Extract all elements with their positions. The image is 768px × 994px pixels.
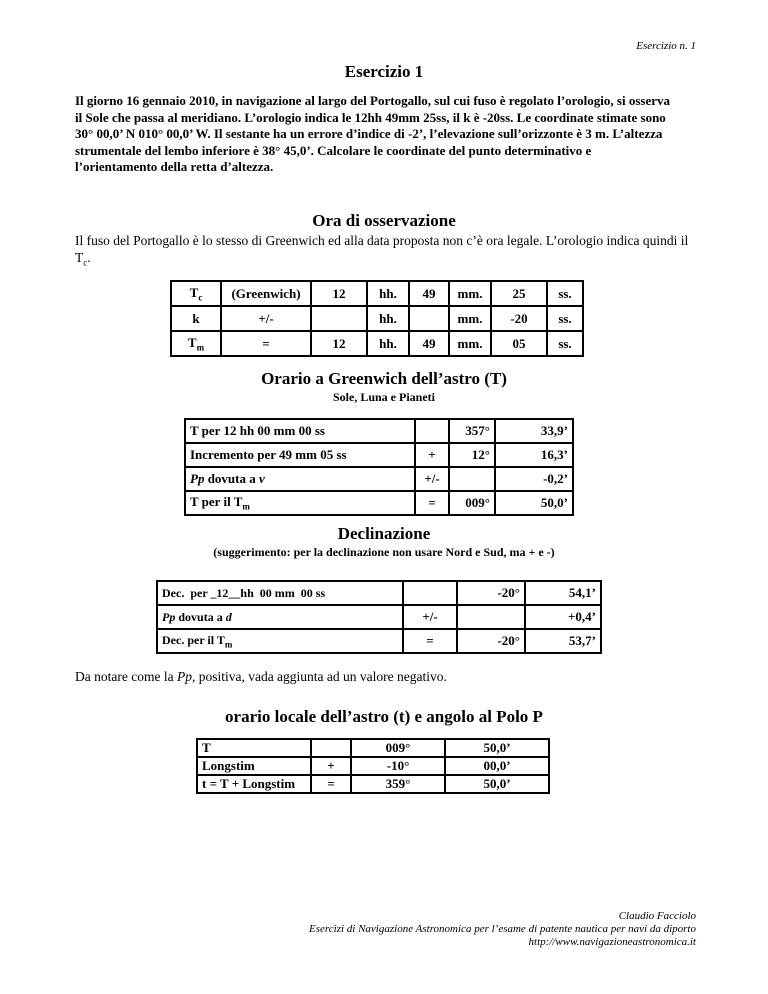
- footer-author: Claudio Facciolo: [618, 910, 696, 922]
- local-hour-angle-table: [196, 738, 550, 794]
- page-header: Esercizio n. 1: [636, 40, 696, 52]
- footer-book: Esercizi di Navigazione Astronomica per l’esame di patente nautica per navi da diporto: [309, 923, 696, 935]
- section-subtitle: Sole, Luna e Pianeti: [332, 390, 435, 404]
- table-row: T per 12 hh 00 mm 00 ss 357° 33,9’: [185, 419, 573, 443]
- problem-statement: Il giorno 16 gennaio 2010, in navigazione al largo del Portogallo, sul cui fuso è regolato l’orologio, si osserva il Sole che passa al meridiano. L’orologio indica le 12hh 49mm 25ss, il k è -20ss. Le coordinate stimate sono 30° 00,0’ N 010° 00,0’ W. Il sestante ha un errore d’indice di -2’, l’elevazione sull’orizzonte è 3 m. L’altezza strumentale del lembo inferiore è 38° 45,0’. Calcolare le coordinate del punto determinativo e l’orientamento della retta d’altezza.: [75, 93, 670, 174]
- chronometer-table: [170, 280, 584, 357]
- table-row: t = T + Longstim = 359° 50,0’: [197, 775, 549, 793]
- table-row: $T_c$ (Greenwich) 12 hh. 49 mm. 25 ss.: [171, 281, 583, 306]
- table-row: Pp dovuta a v +/- -0,2’: [185, 467, 573, 491]
- table-row: Longstim + -10° 00,0’: [197, 757, 549, 775]
- section-title-declination: Declinazione: [337, 524, 431, 543]
- section-title-observation-time: Ora di osservazione: [312, 211, 456, 230]
- table-row: T per il $T_m$ = 009° 50,0’: [185, 491, 573, 515]
- table-row: T 009° 50,0’: [197, 739, 549, 757]
- table-row: Dec. per _12__hh 00 mm 00 ss -20° 54,1’: [157, 581, 601, 605]
- footer-url: http://www.navigazioneastronomica.it: [528, 936, 696, 948]
- table-row: k +/- hh. mm. -20 ss.: [171, 306, 583, 331]
- table-row: Dec. per il $T_m$ = -20° 53,7’: [157, 629, 601, 653]
- gha-table: [184, 418, 574, 516]
- observation-paragraph: Il fuso del Portogallo è lo stesso di Greenwich ed alla data proposta non c’è ora legale. L’orologio indica quindi il $T_c$.: [75, 233, 689, 268]
- section-title-local-hour-angle: orario locale dell’astro (t) e angolo al Polo P: [225, 707, 543, 726]
- footer: [309, 910, 696, 949]
- declination-table: [156, 580, 602, 654]
- declination-note: Da notare come la Pp, positiva, vada aggiunta ad un valore negativo.: [75, 669, 447, 684]
- table-row: Incremento per 49 mm 05 ss + 12° 16,3’: [185, 443, 573, 467]
- exercise-title: Esercizio 1: [344, 62, 424, 81]
- table-row: $T_m$ = 12 hh. 49 mm. 05 ss.: [171, 331, 583, 356]
- declination-hint: (suggerimento: per la declinazione non usare Nord e Sud, ma + e -): [213, 545, 555, 559]
- table-row: Pp dovuta a d +/- +0,4’: [157, 605, 601, 629]
- section-title-greenwich-hour-angle: Orario a Greenwich dell’astro (T): [261, 369, 507, 388]
